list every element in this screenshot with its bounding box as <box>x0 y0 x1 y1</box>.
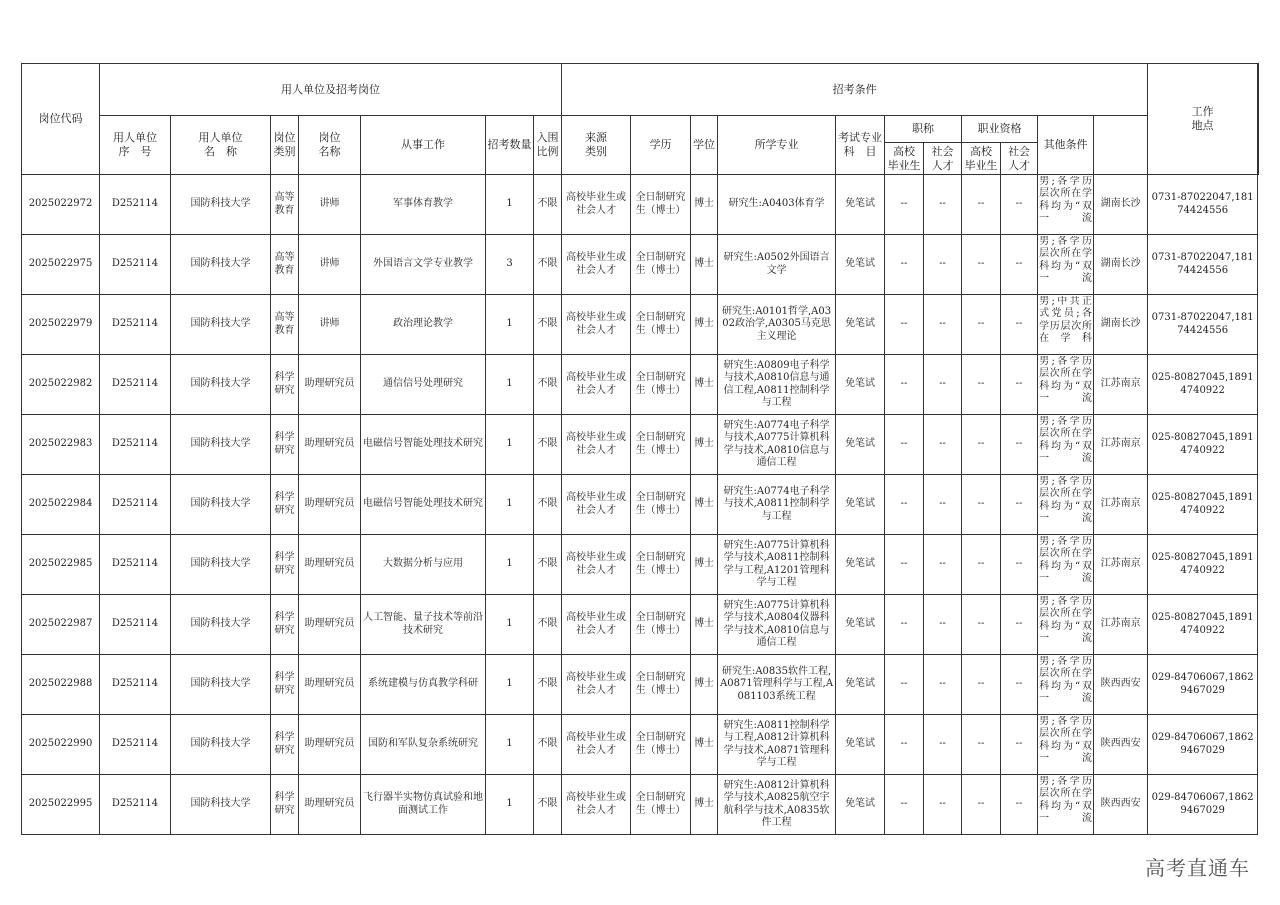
cell-work: 政治理论教学 <box>361 295 486 355</box>
cell-qual-social: -- <box>1001 475 1038 535</box>
cell-unit-seq: D252114 <box>100 655 171 715</box>
cell-other: 男;各学历层次所在学科均为“双一流 <box>1038 655 1094 715</box>
cell-location: 江苏南京 <box>1094 535 1148 595</box>
cell-degree: 博士 <box>691 355 718 415</box>
cell-exam: 免笔试 <box>836 235 885 295</box>
cell-unit-name: 国防科技大学 <box>171 595 271 655</box>
cell-count: 1 <box>486 295 534 355</box>
cell-education: 全日制研究生（博士） <box>631 175 691 235</box>
cell-phone: 029-84706067,18629467029 <box>1148 715 1258 775</box>
cell-title-social: -- <box>924 415 962 475</box>
cell-title-social: -- <box>924 175 962 235</box>
table-row <box>22 295 1259 355</box>
cell-qual-grad: -- <box>962 475 1001 535</box>
cell-post-type: 科学研究 <box>271 355 299 415</box>
cell-ratio: 不限 <box>534 175 562 235</box>
table-row <box>22 535 1259 595</box>
cell-title-grad: -- <box>885 535 924 595</box>
cell-unit-seq: D252114 <box>100 415 171 475</box>
cell-work: 通信信号处理研究 <box>361 355 486 415</box>
cell-post-type: 科学研究 <box>271 475 299 535</box>
cell-unit-name: 国防科技大学 <box>171 355 271 415</box>
cell-title-social: -- <box>924 535 962 595</box>
cell-work: 电磁信号智能处理技术研究 <box>361 415 486 475</box>
cell-degree: 博士 <box>691 655 718 715</box>
cell-title-grad: -- <box>885 775 924 835</box>
cell-unit-seq: D252114 <box>100 235 171 295</box>
cell-phone: 029-84706067,18629467029 <box>1148 775 1258 835</box>
cell-location: 湖南长沙 <box>1094 295 1148 355</box>
cell-other: 男;各学历层次所在学科均为“双一流 <box>1038 475 1094 535</box>
cell-unit-name: 国防科技大学 <box>171 655 271 715</box>
cell-degree: 博士 <box>691 295 718 355</box>
cell-post-type: 科学研究 <box>271 715 299 775</box>
cell-title-grad: -- <box>885 355 924 415</box>
cell-major: 研究生:A0502外国语言文学 <box>718 235 836 295</box>
cell-source: 高校毕业生或社会人才 <box>562 235 631 295</box>
cell-title-grad: -- <box>885 715 924 775</box>
cell-ratio: 不限 <box>534 475 562 535</box>
cell-code: 2025022988 <box>22 655 100 715</box>
cell-qual-grad: -- <box>962 355 1001 415</box>
cell-qual-grad: -- <box>962 655 1001 715</box>
cell-phone: 029-84706067,18629467029 <box>1148 655 1258 715</box>
cell-code: 2025022990 <box>22 715 100 775</box>
cell-work: 飞行器半实物仿真试验和地面测试工作 <box>361 775 486 835</box>
cell-unit-seq: D252114 <box>100 595 171 655</box>
cell-source: 高校毕业生或社会人才 <box>562 355 631 415</box>
cell-title-grad: -- <box>885 595 924 655</box>
table-row <box>22 775 1259 835</box>
cell-other: 男;各学历层次所在学科均为“双一流 <box>1038 535 1094 595</box>
cell-qual-social: -- <box>1001 295 1038 355</box>
cell-major: 研究生:A0774电子科学与技术,A0775计算机科学与技术,A0810信息与通信工程 <box>718 415 836 475</box>
cell-major: 研究生:A0774电子科学与技术,A0811控制科学与工程 <box>718 475 836 535</box>
cell-ratio: 不限 <box>534 715 562 775</box>
cell-exam: 免笔试 <box>836 295 885 355</box>
cell-education: 全日制研究生（博士） <box>631 235 691 295</box>
cell-qual-grad: -- <box>962 715 1001 775</box>
cell-title-grad: -- <box>885 175 924 235</box>
cell-count: 1 <box>486 775 534 835</box>
cell-post-type: 科学研究 <box>271 595 299 655</box>
cell-work: 国防和军队复杂系统研究 <box>361 715 486 775</box>
cell-source: 高校毕业生或社会人才 <box>562 775 631 835</box>
cell-unit-name: 国防科技大学 <box>171 235 271 295</box>
col-unit-header: 用人单位 名 称 <box>171 116 271 175</box>
recruitment-table <box>21 63 1259 835</box>
cell-count: 1 <box>486 415 534 475</box>
cell-ratio: 不限 <box>534 595 562 655</box>
cell-unit-seq: D252114 <box>100 775 171 835</box>
cell-location: 湖南长沙 <box>1094 235 1148 295</box>
table-row <box>22 475 1259 535</box>
cell-location: 陕西西安 <box>1094 715 1148 775</box>
cell-unit-name: 国防科技大学 <box>171 175 271 235</box>
cell-exam: 免笔试 <box>836 655 885 715</box>
cell-post-name: 助理研究员 <box>299 475 361 535</box>
table-row <box>22 595 1259 655</box>
cell-qual-social: -- <box>1001 535 1038 595</box>
cell-count: 1 <box>486 595 534 655</box>
cell-other: 男;中共正式党员;各学历层次所在学科 <box>1038 295 1094 355</box>
cell-education: 全日制研究生（博士） <box>631 715 691 775</box>
cell-post-name: 助理研究员 <box>299 595 361 655</box>
cell-title-grad: -- <box>885 655 924 715</box>
cell-location: 江苏南京 <box>1094 475 1148 535</box>
cell-location: 湖南长沙 <box>1094 175 1148 235</box>
cell-post-type: 高等教育 <box>271 235 299 295</box>
cell-unit-seq: D252114 <box>100 295 171 355</box>
cell-work: 军事体育教学 <box>361 175 486 235</box>
cell-phone: 025-80827045,18914740922 <box>1148 535 1258 595</box>
cell-location: 江苏南京 <box>1094 595 1148 655</box>
cell-qual-social: -- <box>1001 235 1038 295</box>
cell-title-grad: -- <box>885 295 924 355</box>
cell-code: 2025022987 <box>22 595 100 655</box>
cell-source: 高校毕业生或社会人才 <box>562 415 631 475</box>
cell-unit-seq: D252114 <box>100 535 171 595</box>
cell-source: 高校毕业生或社会人才 <box>562 175 631 235</box>
cell-title-social: -- <box>924 475 962 535</box>
cell-unit-name: 国防科技大学 <box>171 775 271 835</box>
col-count-header: 招考数量 <box>486 116 534 175</box>
cell-qual-grad: -- <box>962 295 1001 355</box>
cell-other: 男;各学历层次所在学科均为“双一流 <box>1038 355 1094 415</box>
cell-code: 2025022983 <box>22 415 100 475</box>
cell-count: 1 <box>486 175 534 235</box>
cell-education: 全日制研究生（博士） <box>631 775 691 835</box>
cell-unit-name: 国防科技大学 <box>171 715 271 775</box>
cell-degree: 博士 <box>691 475 718 535</box>
cell-major: 研究生:A0403体育学 <box>718 175 836 235</box>
cell-phone: 0731-87022047,18174424556 <box>1148 175 1258 235</box>
cell-degree: 博士 <box>691 775 718 835</box>
cell-count: 1 <box>486 655 534 715</box>
cell-major: 研究生:A0812计算机科学与技术,A0825航空宇航科学与技术,A0835软件工程 <box>718 775 836 835</box>
cell-qual-social: -- <box>1001 355 1038 415</box>
cell-title-social: -- <box>924 595 962 655</box>
col-ratio-header: 入围 比例 <box>534 116 562 175</box>
col-qual-social-header: 社会 人才 <box>1001 143 1038 175</box>
cell-education: 全日制研究生（博士） <box>631 595 691 655</box>
cell-code: 2025022995 <box>22 775 100 835</box>
cell-code: 2025022985 <box>22 535 100 595</box>
col-code-header: 岗位代码 <box>22 64 100 175</box>
cell-source: 高校毕业生或社会人才 <box>562 475 631 535</box>
col-title-grad-header: 高校 毕业生 <box>885 143 924 175</box>
cell-qual-grad: -- <box>962 775 1001 835</box>
cell-degree: 博士 <box>691 715 718 775</box>
cell-phone: 0731-87022047,18174424556 <box>1148 235 1258 295</box>
table-row <box>22 655 1259 715</box>
cell-source: 高校毕业生或社会人才 <box>562 595 631 655</box>
cell-ratio: 不限 <box>534 295 562 355</box>
cell-degree: 博士 <box>691 595 718 655</box>
cell-location: 江苏南京 <box>1094 415 1148 475</box>
cell-exam: 免笔试 <box>836 595 885 655</box>
cell-source: 高校毕业生或社会人才 <box>562 535 631 595</box>
cell-post-type: 高等教育 <box>271 175 299 235</box>
cell-unit-name: 国防科技大学 <box>171 295 271 355</box>
cell-qual-social: -- <box>1001 175 1038 235</box>
col-post-header: 岗位 名称 <box>299 116 361 175</box>
cell-other: 男;各学历层次所在学科均为“双一流 <box>1038 235 1094 295</box>
cell-ratio: 不限 <box>534 775 562 835</box>
cell-qual-social: -- <box>1001 655 1038 715</box>
cell-education: 全日制研究生（博士） <box>631 355 691 415</box>
cell-exam: 免笔试 <box>836 715 885 775</box>
cell-other: 男;各学历层次所在学科均为“双一流 <box>1038 775 1094 835</box>
watermark: 高考直通车 <box>1145 856 1250 880</box>
cell-unit-seq: D252114 <box>100 355 171 415</box>
table-body <box>22 175 1259 835</box>
cell-post-name: 助理研究员 <box>299 715 361 775</box>
table-row <box>22 355 1259 415</box>
cell-other: 男;各学历层次所在学科均为“双一流 <box>1038 415 1094 475</box>
cell-title-social: -- <box>924 235 962 295</box>
cell-unit-name: 国防科技大学 <box>171 535 271 595</box>
cell-ratio: 不限 <box>534 355 562 415</box>
cell-code: 2025022982 <box>22 355 100 415</box>
cell-post-name: 助理研究员 <box>299 655 361 715</box>
cell-degree: 博士 <box>691 535 718 595</box>
cell-unit-seq: D252114 <box>100 715 171 775</box>
cell-count: 1 <box>486 355 534 415</box>
cell-education: 全日制研究生（博士） <box>631 475 691 535</box>
cell-post-type: 科学研究 <box>271 415 299 475</box>
cell-code: 2025022975 <box>22 235 100 295</box>
cell-title-social: -- <box>924 715 962 775</box>
cell-phone: 025-80827045,18914740922 <box>1148 355 1258 415</box>
cell-qual-social: -- <box>1001 595 1038 655</box>
cell-major: 研究生:A0775计算机科学与技术,A0811控制科学与工程,A1201管理科学与工程 <box>718 535 836 595</box>
cell-ratio: 不限 <box>534 235 562 295</box>
table-row <box>22 175 1259 235</box>
cell-phone: 0731-87022047,18174424556 <box>1148 295 1258 355</box>
cell-degree: 博士 <box>691 415 718 475</box>
col-qual-header: 职业资格 <box>962 116 1038 143</box>
col-seq-header: 用人单位 序 号 <box>100 116 171 175</box>
cell-work: 电磁信号智能处理技术研究 <box>361 475 486 535</box>
cell-major: 研究生:A0835软件工程,A0871管理科学与工程,A081103系统工程 <box>718 655 836 715</box>
col-location-header: 工作 地点 <box>1148 64 1258 175</box>
cell-code: 2025022984 <box>22 475 100 535</box>
cell-other: 男;各学历层次所在学科均为“双一流 <box>1038 595 1094 655</box>
cell-post-name: 助理研究员 <box>299 775 361 835</box>
cell-degree: 博士 <box>691 235 718 295</box>
cell-post-name: 讲师 <box>299 175 361 235</box>
cell-title-grad: -- <box>885 235 924 295</box>
cell-ratio: 不限 <box>534 655 562 715</box>
col-major-header: 所学专业 <box>718 116 836 175</box>
cell-work: 系统建模与仿真教学科研 <box>361 655 486 715</box>
cell-title-social: -- <box>924 655 962 715</box>
cell-degree: 博士 <box>691 175 718 235</box>
cell-unit-seq: D252114 <box>100 175 171 235</box>
cell-count: 1 <box>486 535 534 595</box>
col-degree-header: 学位 <box>691 116 718 175</box>
cell-education: 全日制研究生（博士） <box>631 295 691 355</box>
col-source-header: 来源 类别 <box>562 116 631 175</box>
cell-qual-social: -- <box>1001 715 1038 775</box>
cell-unit-name: 国防科技大学 <box>171 415 271 475</box>
cell-major: 研究生:A0809电子科学与技术,A0810信息与通信工程,A0811控制科学与工程 <box>718 355 836 415</box>
cell-code: 2025022972 <box>22 175 100 235</box>
col-type-header: 岗位 类别 <box>271 116 299 175</box>
cell-unit-name: 国防科技大学 <box>171 475 271 535</box>
cell-exam: 免笔试 <box>836 415 885 475</box>
cell-qual-grad: -- <box>962 175 1001 235</box>
cell-code: 2025022979 <box>22 295 100 355</box>
cell-other: 男;各学历层次所在学科均为“双一流 <box>1038 715 1094 775</box>
cell-unit-seq: D252114 <box>100 475 171 535</box>
cell-education: 全日制研究生（博士） <box>631 415 691 475</box>
cell-count: 1 <box>486 715 534 775</box>
cell-major: 研究生:A0101哲学,A0302政治学,A0305马克思主义理论 <box>718 295 836 355</box>
cell-work: 人工智能、量子技术等前沿技术研究 <box>361 595 486 655</box>
cell-education: 全日制研究生（博士） <box>631 535 691 595</box>
cell-qual-social: -- <box>1001 775 1038 835</box>
cell-major: 研究生:A0811控制科学与工程,A0812计算机科学与技术,A0871管理科学与工程 <box>718 715 836 775</box>
cell-exam: 免笔试 <box>836 355 885 415</box>
cell-count: 1 <box>486 475 534 535</box>
cell-phone: 025-80827045,18914740922 <box>1148 475 1258 535</box>
col-exam-header: 考试专业 科 目 <box>836 116 885 175</box>
cell-source: 高校毕业生或社会人才 <box>562 715 631 775</box>
cell-post-type: 科学研究 <box>271 535 299 595</box>
cell-qual-grad: -- <box>962 595 1001 655</box>
cell-exam: 免笔试 <box>836 535 885 595</box>
cell-major: 研究生:A0775计算机科学与技术,A0804仪器科学与技术,A0810信息与通信工程 <box>718 595 836 655</box>
cell-post-name: 讲师 <box>299 235 361 295</box>
cell-title-social: -- <box>924 295 962 355</box>
col-work-header: 从事工作 <box>361 116 486 175</box>
cell-qual-social: -- <box>1001 415 1038 475</box>
table-header <box>22 64 1259 175</box>
cell-qual-grad: -- <box>962 535 1001 595</box>
cell-title-social: -- <box>924 355 962 415</box>
col-phone-header <box>1258 64 1259 175</box>
cell-title-grad: -- <box>885 475 924 535</box>
cell-qual-grad: -- <box>962 415 1001 475</box>
cell-exam: 免笔试 <box>836 175 885 235</box>
col-education-header: 学历 <box>631 116 691 175</box>
col-other-header: 其他条件 <box>1038 116 1094 175</box>
cell-source: 高校毕业生或社会人才 <box>562 655 631 715</box>
cell-ratio: 不限 <box>534 415 562 475</box>
cell-location: 陕西西安 <box>1094 655 1148 715</box>
cell-location: 江苏南京 <box>1094 355 1148 415</box>
cell-exam: 免笔试 <box>836 775 885 835</box>
cell-post-type: 科学研究 <box>271 775 299 835</box>
group-unit-header: 用人单位及招考岗位 <box>100 64 562 116</box>
cell-count: 3 <box>486 235 534 295</box>
cell-source: 高校毕业生或社会人才 <box>562 295 631 355</box>
table-row <box>22 715 1259 775</box>
cell-exam: 免笔试 <box>836 475 885 535</box>
col-title-header: 职称 <box>885 116 962 143</box>
cell-work: 大数据分析与应用 <box>361 535 486 595</box>
cell-other: 男;各学历层次所在学科均为“双一流 <box>1038 175 1094 235</box>
cell-post-name: 助理研究员 <box>299 415 361 475</box>
col-qual-grad-header: 高校 毕业生 <box>962 143 1001 175</box>
cell-ratio: 不限 <box>534 535 562 595</box>
cell-phone: 025-80827045,18914740922 <box>1148 595 1258 655</box>
cell-post-name: 助理研究员 <box>299 355 361 415</box>
cell-post-name: 助理研究员 <box>299 535 361 595</box>
cell-work: 外国语言文学专业教学 <box>361 235 486 295</box>
cell-education: 全日制研究生（博士） <box>631 655 691 715</box>
cell-title-grad: -- <box>885 415 924 475</box>
table-row <box>22 415 1259 475</box>
cell-post-name: 讲师 <box>299 295 361 355</box>
cell-phone: 025-80827045,18914740922 <box>1148 415 1258 475</box>
cell-post-type: 高等教育 <box>271 295 299 355</box>
cell-title-social: -- <box>924 775 962 835</box>
group-conditions-header: 招考条件 <box>562 64 1148 116</box>
cell-qual-grad: -- <box>962 235 1001 295</box>
cell-location: 陕西西安 <box>1094 775 1148 835</box>
table-row <box>22 235 1259 295</box>
cell-post-type: 科学研究 <box>271 655 299 715</box>
col-title-social-header: 社会 人才 <box>924 143 962 175</box>
